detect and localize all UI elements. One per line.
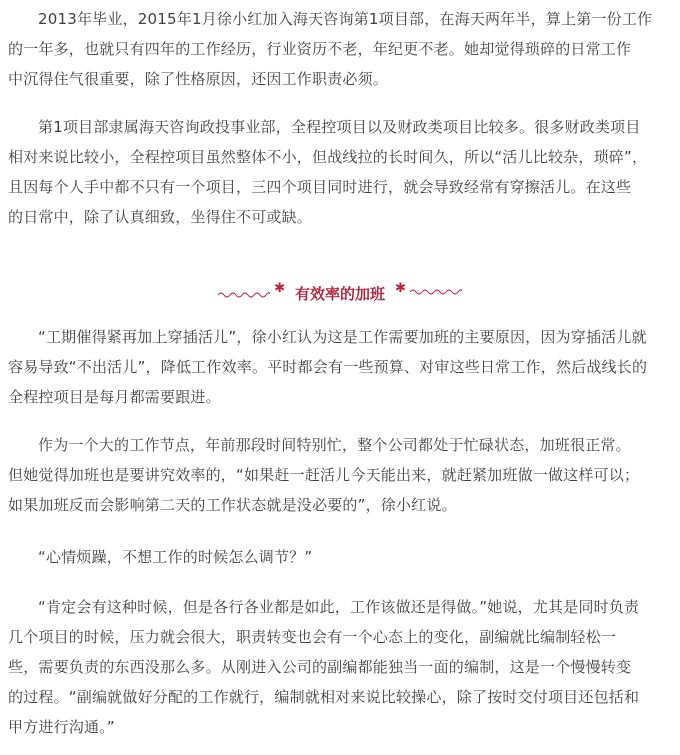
text-line: 中沉得住气很重要，除了性格原因，还因工作职责必须。 bbox=[8, 70, 389, 88]
asterisk-icon: ✱ bbox=[395, 280, 406, 296]
text-line: “心情烦躁，不想工作的时候怎么调节？” bbox=[38, 548, 313, 566]
paragraph-3 bbox=[8, 322, 672, 412]
text-line: 但她觉得加班也是要讲究效率的，“如果赶一赶活儿今天能出来，就赶紧加班做一做这样可以； bbox=[8, 466, 640, 484]
text-line: 容易导致“不出活儿”，降低工作效率。平时都会有一些预算、对审这些日常工作，然后战线长的 bbox=[8, 358, 648, 376]
text-line: 几个项目的时候，压力就会很大，职责转变也会有一个心态上的变化，副编就比编制轻松一 bbox=[8, 628, 617, 646]
paragraph-4 bbox=[8, 430, 672, 520]
text-line: 如果加班反而会影响第二天的工作状态就是没必要的”，徐小红说。 bbox=[8, 496, 457, 514]
section-heading bbox=[0, 278, 680, 308]
paragraph-1 bbox=[8, 4, 672, 94]
text-line: “工期催得紧再加上穿插活儿”，徐小红认为这是工作需要加班的主要原因，因为穿插活儿就 bbox=[38, 328, 647, 346]
wave-line-icon bbox=[410, 287, 462, 299]
text-line: 2013年毕业，2015年1月徐小红加入海天咨询第1项目部，在海天两年半，算上第一份工作 bbox=[38, 10, 653, 28]
section-title: 有效率的加班 bbox=[294, 284, 385, 303]
paragraph-6 bbox=[8, 592, 672, 742]
text-line: 的一年多，也就只有四年的工作经历，行业资历不老，年纪更不老。她却觉得琐碎的日常工作 bbox=[8, 40, 632, 58]
text-line: 且因每个人手中都不只有一个项目，三四个项目同时进行，就会导致经常有穿擦活儿。在这些 bbox=[8, 178, 632, 196]
text-line: 的过程。“副编就做好分配的工作就行，编制就相对来说比较操心，除了按时交付项目还包括和 bbox=[8, 688, 640, 706]
text-line: “肯定会有这种时候，但是各行各业都是如此，工作该做还是得做。”她说，尤其是同时负责 bbox=[38, 598, 640, 616]
asterisk-icon: ✱ bbox=[274, 280, 285, 296]
text-line: 的日常中，除了认真细致，坐得住不可或缺。 bbox=[8, 208, 313, 226]
paragraph-5 bbox=[8, 542, 672, 572]
text-line: 第1项目部隶属海天咨询政投事业部，全程控项目以及财政类项目比较多。很多财政类项目 bbox=[38, 118, 641, 136]
text-line: 作为一个大的工作节点，年前那段时间特别忙，整个公司都处于忙碌状态，加班很正常。 bbox=[38, 436, 631, 454]
text-line: 些，需要负责的东西没那么多。从刚进入公司的副编都能独当一面的编制，这是一个慢慢转变 bbox=[8, 658, 632, 676]
text-line: 全程控项目是每月都需要跟进。 bbox=[8, 388, 221, 406]
paragraph-2 bbox=[8, 112, 672, 232]
text-line: 甲方进行沟通。” bbox=[8, 718, 115, 736]
text-line: 相对来说比较小，全程控项目虽然整体不小，但战线拉的长时间久，所以“活儿比较杂，琐碎”， bbox=[8, 148, 648, 166]
wave-line-icon bbox=[218, 287, 270, 299]
